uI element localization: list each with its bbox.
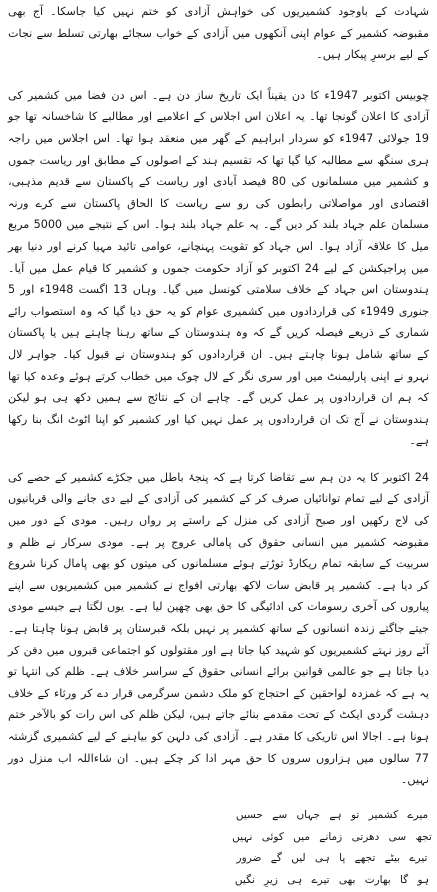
poem-line: میرے کشمیر تو ہے جہاں سے حسیں — [235, 808, 429, 821]
poem-line: تجھ سی دھرتی زمانے میں کوئی نہیں — [232, 830, 432, 843]
article-body — [0, 1, 437, 791]
poem-line: تیرے بیٹے تجھے پا ہی لیں گے ضرور — [236, 852, 428, 865]
poem — [0, 805, 437, 892]
paragraph-opening: شہادت کے باوجود کشمیریوں کی خواہش آزادی کو ختم نہیں کیا جاسکا۔ آج بھی مقبوضہ کشمیر کے عوام اپنی آنکھوں میں آزادی کے خواب سجائے بھارتی تسلط سے نجات کے لیے برسرِ پیکار ہیں۔ — [8, 5, 429, 62]
paragraph-history: چوبیس اکتوبر 1947ء کا دن یقیناً ایک تاریخ ساز دن ہے۔ اس دن فضا میں کشمیر کی آزادی کا اعلان گونجا تھا۔ یہ اعلان اس اجلاس کے اعلامیے اور مطالبے کا شاخسانہ تھا جو 19 جولائی 1947ء کو سردار ابراہیم کے گھر میں منعقد ہوا تھا۔ اس اجلاس میں راجہ ہری سنگھ سے مطالبہ کیا گیا تھا کہ تقسیم ہند کے اصولوں کے مطابق اور ریاست جموں و کشمیر میں مسلمانوں کی 80 فیصد آبادی اور ریاست کے پاکستان سے قدیم مذہبی، اقتصادی اور مواصلاتی رابطوں کی رو سے ریاست کا الحاق پاکستان سے کرے ورنہ مسلمان علم جہاد بلند کر دیں گے۔ یہ علم جہاد بلند ہوا۔ اس کے نتیجے میں 5000 مربع میل کا علاقہ آزاد ہوا۔ اس جہاد کو تقویت پہنچانے، عوامی تائید مہیا کرنے اور دنیا بھر میں پراجیکشن کے لیے 24 اکتوبر کو آزاد حکومت جموں و کشمیر کا قیام عمل میں آیا۔ ہندوستان اس جہاد کے خلاف سلامتی کونسل میں گیا۔ وہاں 13 اگست 1948ء اور 5 جنوری 1949ء کی قراردادوں میں کشمیری عوام کو یہ حق دیا گیا کہ وہ استصواب رائے شماری کے ذریعے فیصلہ کریں گے کہ وہ ہندوستان کے ساتھ رہنا چاہتے ہیں یا پاکستان کے ساتھ شامل ہونا چاہتے ہیں۔ ان قراردادوں کو ہندوستان نے قبول کیا۔ جواہر لال نہرو نے اپنی پارلیمنٹ میں اور سری نگر کے لال چوک میں خطاب کرتے ہوئے وعدہ کیا تھا کہ ہم ان قراردادوں پر عمل کریں گے۔ چاہے ان کے نتائج سے ہمیں دکھ ہی ہو لیکن ہندوستان نے آج تک ان قراردادوں پر عمل نہیں کیا اور کشمیر کو اپنا اٹوٹ انگ بنا رکھا ہے۔ — [8, 88, 430, 448]
poem-line: ہو گا بھارت بھی تیرے ہی زیرِ نگیں — [234, 874, 430, 887]
paragraph-demand: 24 اکتوبر کا یہ دن ہم سے تقاضا کرتا ہے کہ پنجۂ باطل میں جکڑے کشمیر کے حصے کی آزادی کے لیے تمام توانائیاں صرف کر کے کشمیر کی آزادی کے لیے دی جانے والی قربانیوں کی لاج رکھیں اور صبح آزادی کی منزل کے راستے پر رواں رہیں۔ مودی کے دور میں مقبوضہ کشمیر میں انسانی حقوق کی پامالی عروج پر ہے۔ مودی سرکار نے ظلم و سربیت کے سابقہ تمام ریکارڈ توڑتے ہوئے مسلمانوں کی میتوں کو بھی پامال کرنا شروع کر دیا ہے۔ کشمیر پر قابض سات لاکھ بھارتی افواج نے کشمیر میں کشمیریوں سے اپنے پیاروں کی آخری رسومات کی ادائیگی کا حق بھی چھین لیا ہے۔ یوں لگتا ہے جیسے مودی جیتے جاگتے زندہ انسانوں کے ساتھ کشمیر پر نہیں بلکہ قبرستان پر قابض ہونا چاہتا ہے۔ آئے روز نہتے کشمیریوں کو شہید کیا جاتا ہے اور مقتولوں کو اجتماعی قبروں میں دفن کر دیا جاتا ہے جو عالمی قوانین برائے انسانی حقوق کے سراسر خلاف ہے۔ ظلم کی انتہا تو یہ ہے کہ غمزدہ لواحقین کے احتجاج کو ملک دشمن سرگرمی قرار دے کر ورثاء کے خلاف دہشت گردی ایکٹ کے تحت مقدمے بنائے جاتے ہیں، لیکن ظلم کی اس رات کو بالآخر ختم ہونا ہے۔ اجالا اس تاریکی کا مقدر ہے۔ آزادی کی دلہن کو بیاہنے کے لیے کشمیری گزشتہ 77 سالوں میں ہزاروں سروں کا حق مہر ادا کر چکے ہیں۔ ان شاءاللہ اب منزل دور نہیں۔ — [8, 470, 429, 787]
